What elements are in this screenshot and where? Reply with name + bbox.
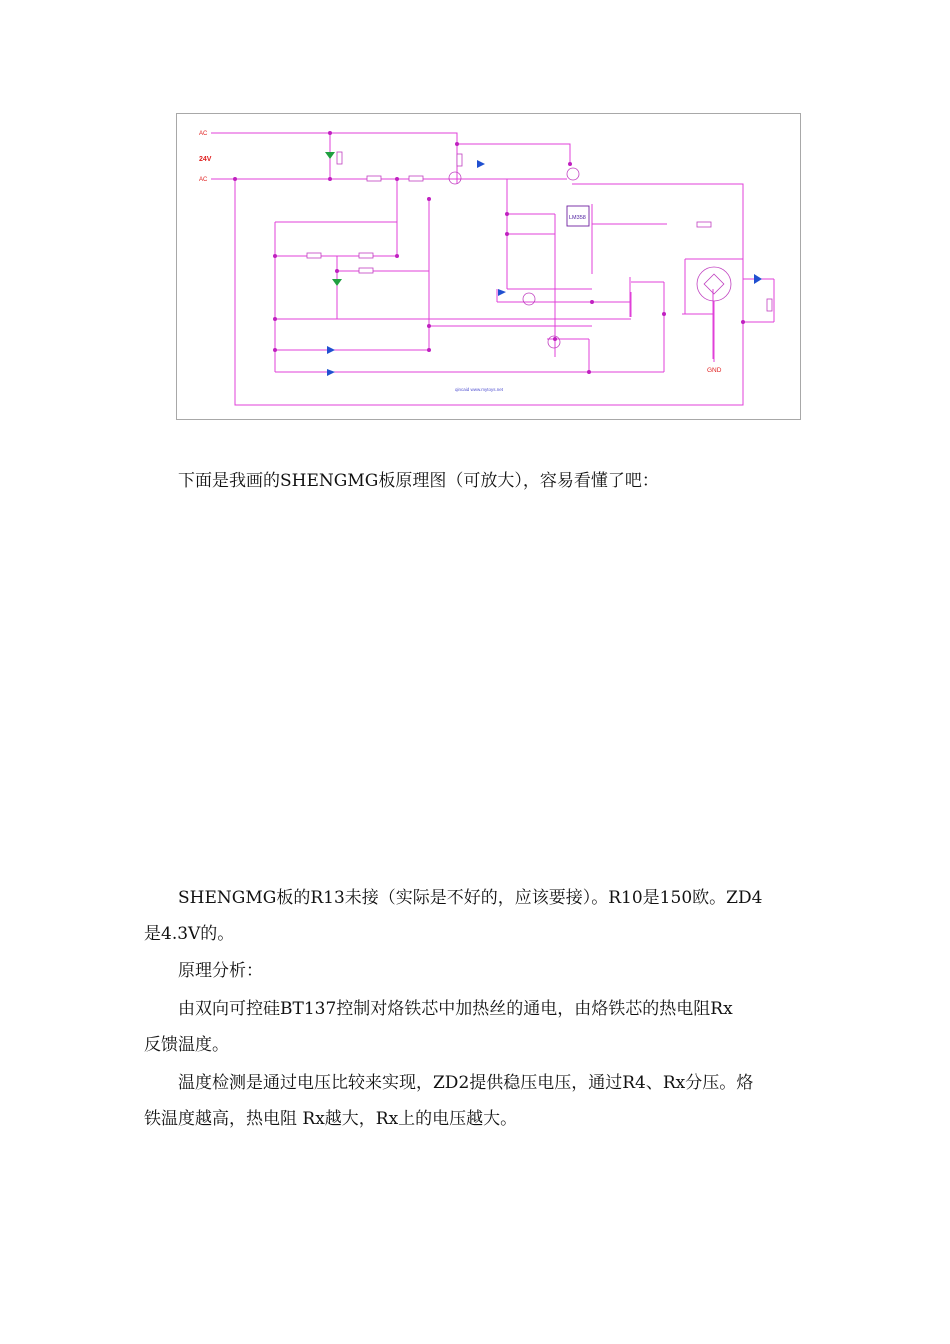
schematic-wires — [211, 133, 774, 405]
label-ac-bottom: AC — [199, 177, 208, 183]
schematic-figure — [176, 113, 801, 420]
label-ic: LM358 — [569, 215, 586, 221]
schematic-diagram — [177, 114, 800, 419]
label-watermark: qincaid www.mytoys.net — [455, 387, 504, 392]
label-ac-top: AC — [199, 131, 208, 137]
components — [307, 152, 772, 376]
paragraph-notes-line2: 是4.3V的。 — [144, 924, 235, 944]
paragraph-notes-line1: SHENGMG板的R13未接（实际是不好的，应该要接）。R10是150欧。ZD4 — [178, 888, 763, 908]
paragraph-analysis-heading: 原理分析： — [178, 961, 263, 981]
paragraph-detection-line2: 铁温度越高，热电阻 Rx越大，Rx上的电压越大。 — [144, 1109, 518, 1129]
paragraph-intro: 下面是我画的SHENGMG板原理图（可放大），容易看懂了吧： — [178, 471, 659, 491]
paragraph-principle-line1: 由双向可控硅BT137控制对烙铁芯中加热丝的通电，由烙铁芯的热电阻Rx — [178, 999, 733, 1019]
paragraph-detection-line1: 温度检测是通过电压比较来实现，ZD2提供稳压电压，通过R4、Rx分压。烙 — [178, 1073, 754, 1093]
junction-dots — [233, 131, 745, 374]
label-24v: 24V — [199, 156, 212, 163]
paragraph-principle-line2: 反馈温度。 — [144, 1035, 229, 1055]
label-gnd: GND — [707, 367, 722, 374]
